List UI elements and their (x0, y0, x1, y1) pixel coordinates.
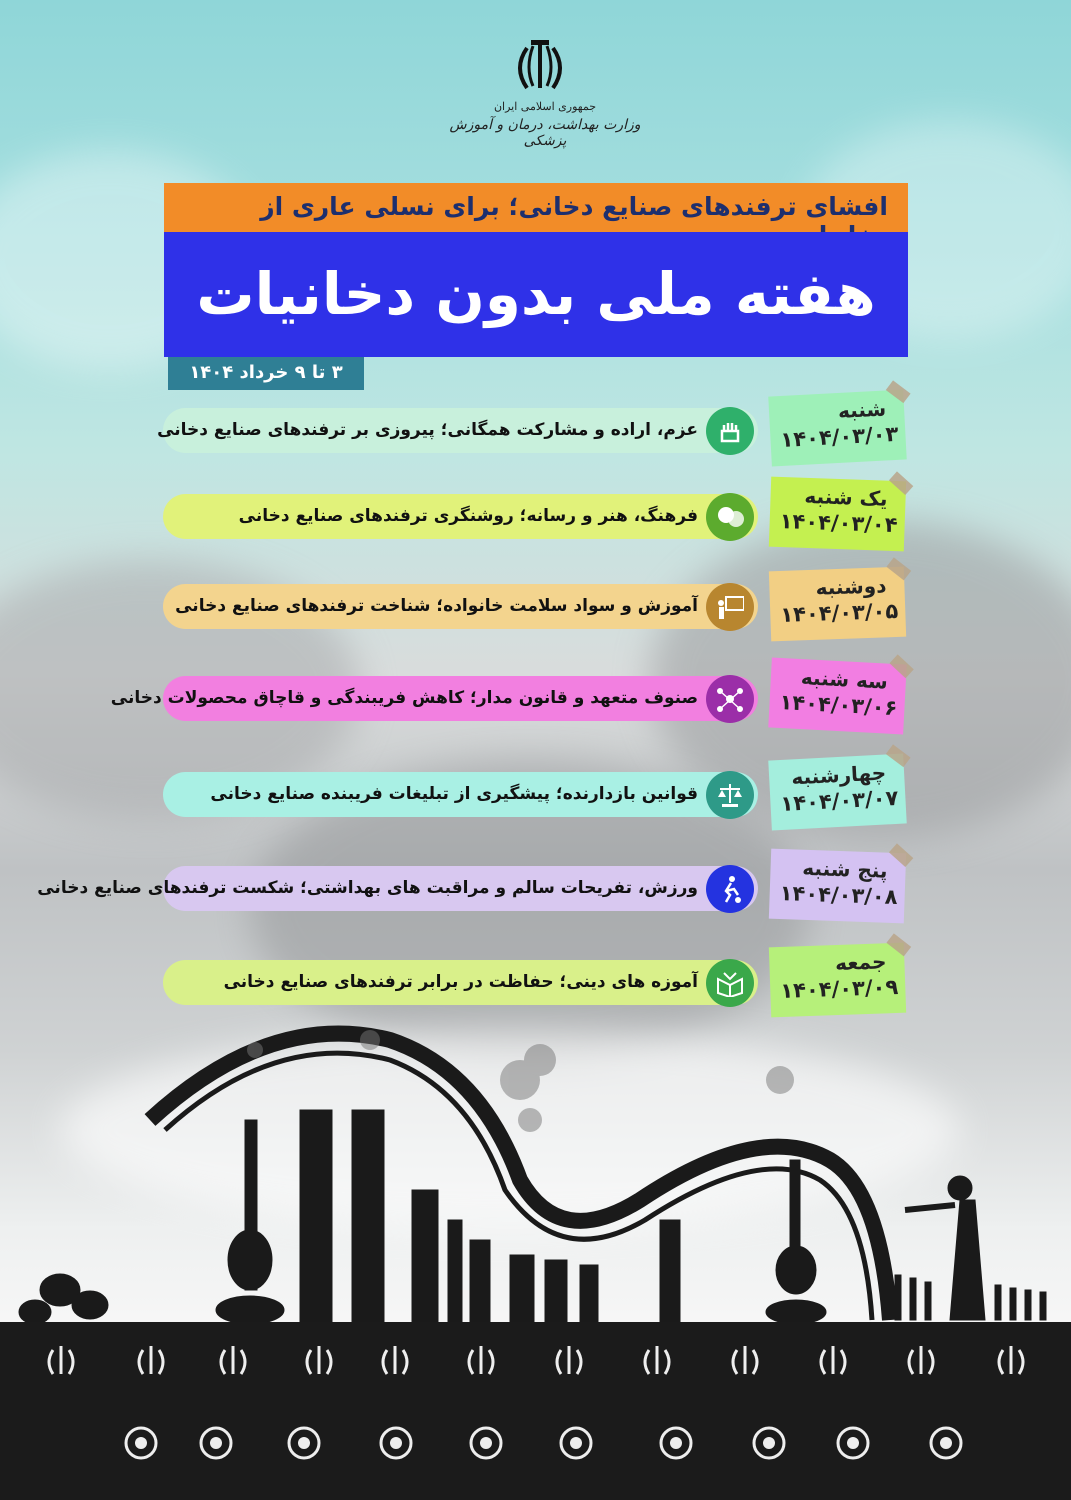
iran-emblem-icon (505, 38, 575, 98)
partner-logo-icon (655, 1422, 697, 1464)
topic-text: عزم، اراده و مشارکت همگانی؛ پیروزی بر ترفندهای صنایع دخانی (157, 420, 698, 440)
tape (889, 471, 913, 495)
list-item (0, 396, 1071, 468)
day-name: پنج شنبه (802, 855, 888, 883)
soccer-player-icon (706, 865, 754, 913)
partner-logo-icon (812, 1340, 854, 1382)
day-note (768, 658, 906, 735)
partner-logo-icon (298, 1340, 340, 1382)
art-masks-icon (706, 493, 754, 541)
day-note (769, 567, 906, 642)
day-name: یک شنبه (804, 483, 888, 511)
list-item (0, 665, 1071, 736)
subtitle: افشای ترفندهای صنایع دخانی؛ برای نسلی عاری از (260, 192, 888, 221)
topic-text: فرهنگ، هنر و رسانه؛ روشنگری ترفندهای صنایع دخانی (238, 506, 698, 526)
ministry-line2: وزارت بهداشت، درمان و آموزش پزشکی (449, 117, 641, 149)
day-note (768, 754, 906, 831)
partner-logo-icon (555, 1422, 597, 1464)
partner-logo-icon (900, 1340, 942, 1382)
topic-pill (163, 960, 758, 1005)
subtitle-band (164, 183, 908, 232)
topic-text: قوانین بازدارنده؛ پیشگیری از تبلیغات فریبنده صنایع دخانی (210, 784, 698, 804)
day-date: ۱۴۰۴/۰۳/۰۵ (779, 598, 899, 627)
quran-book-icon (706, 959, 754, 1007)
list-item (0, 855, 1071, 926)
partner-logo-icon (195, 1422, 237, 1464)
ministry-line1: جمهوری اسلامی ایران (493, 100, 597, 113)
tape (889, 843, 913, 867)
partner-logo-icon (212, 1340, 254, 1382)
day-name: دوشنبه (815, 573, 887, 600)
day-name: جمعه (834, 949, 887, 976)
topic-pill (37, 866, 758, 911)
partner-logo-icon (636, 1340, 678, 1382)
list-item (0, 760, 1071, 832)
date-range-band (168, 357, 364, 390)
partner-logo-icon (460, 1340, 502, 1382)
partner-logo-icon (748, 1422, 790, 1464)
topic-pill (157, 408, 758, 453)
partner-logo-icon (548, 1340, 590, 1382)
fist-icon (706, 407, 754, 455)
day-name: شنبه (837, 396, 887, 423)
tape (886, 933, 911, 956)
topic-text: آموزه های دینی؛ حفاظت در برابر ترفندهای صنایع دخانی (223, 972, 698, 992)
day-name: سه شنبه (800, 665, 889, 694)
day-date: ۱۴۰۴/۰۳/۰۹ (779, 974, 899, 1003)
list-item (0, 573, 1071, 644)
title-band (164, 232, 908, 357)
topic-pill (163, 494, 758, 539)
tape (886, 380, 911, 403)
partner-logo-icon (283, 1422, 325, 1464)
day-date: ۱۴۰۴/۰۳/۰۴ (779, 508, 898, 538)
teacher-board-icon (706, 583, 754, 631)
partner-logo-icon (724, 1340, 766, 1382)
day-note (769, 943, 906, 1018)
partner-logo-icon (130, 1340, 172, 1382)
partner-logo-icon (832, 1422, 874, 1464)
page-title: هفته ملی بدون دخانیات (196, 260, 876, 328)
list-item (0, 949, 1071, 1020)
day-date: ۱۴۰۴/۰۳/۰۶ (778, 689, 898, 721)
sponsor-logos-bar (0, 1322, 1071, 1500)
topic-pill (110, 676, 758, 721)
day-date: ۱۴۰۴/۰۳/۰۸ (779, 880, 898, 910)
day-note (769, 849, 906, 924)
day-date: ۱۴۰۴/۰۳/۰۳ (779, 421, 899, 452)
partner-logo-icon (465, 1422, 507, 1464)
justice-scale-icon (706, 771, 754, 819)
day-name: چهارشنبه (790, 760, 887, 790)
network-people-icon (706, 675, 754, 723)
day-note (769, 477, 906, 552)
day-note (768, 390, 906, 467)
topic-text: صنوف متعهد و قانون مدار؛ کاهش فریبندگی و قاچاق محصولات دخانی (110, 688, 698, 708)
day-date: ۱۴۰۴/۰۳/۰۷ (779, 785, 899, 816)
ministry-name (430, 100, 660, 149)
topic-pill (163, 772, 758, 817)
topic-text: ورزش، تفریحات سالم و مراقبت های بهداشتی؛ شکست ترفندهای صنایع دخانی (37, 878, 698, 898)
partner-logo-icon (40, 1340, 82, 1382)
partner-logo-icon (925, 1422, 967, 1464)
rollercoaster-silhouette (0, 1020, 1071, 1330)
partner-logo-icon (990, 1340, 1032, 1382)
topic-text: آموزش و سواد سلامت خانواده؛ شناخت ترفندهای صنایع دخانی (175, 596, 698, 616)
partner-logo-icon (375, 1422, 417, 1464)
topic-pill (163, 584, 758, 629)
partner-logo-icon (120, 1422, 162, 1464)
date-range: ۳ تا ۹ خرداد ۱۴۰۴ (189, 362, 343, 383)
partner-logo-icon (374, 1340, 416, 1382)
list-item (0, 483, 1071, 554)
